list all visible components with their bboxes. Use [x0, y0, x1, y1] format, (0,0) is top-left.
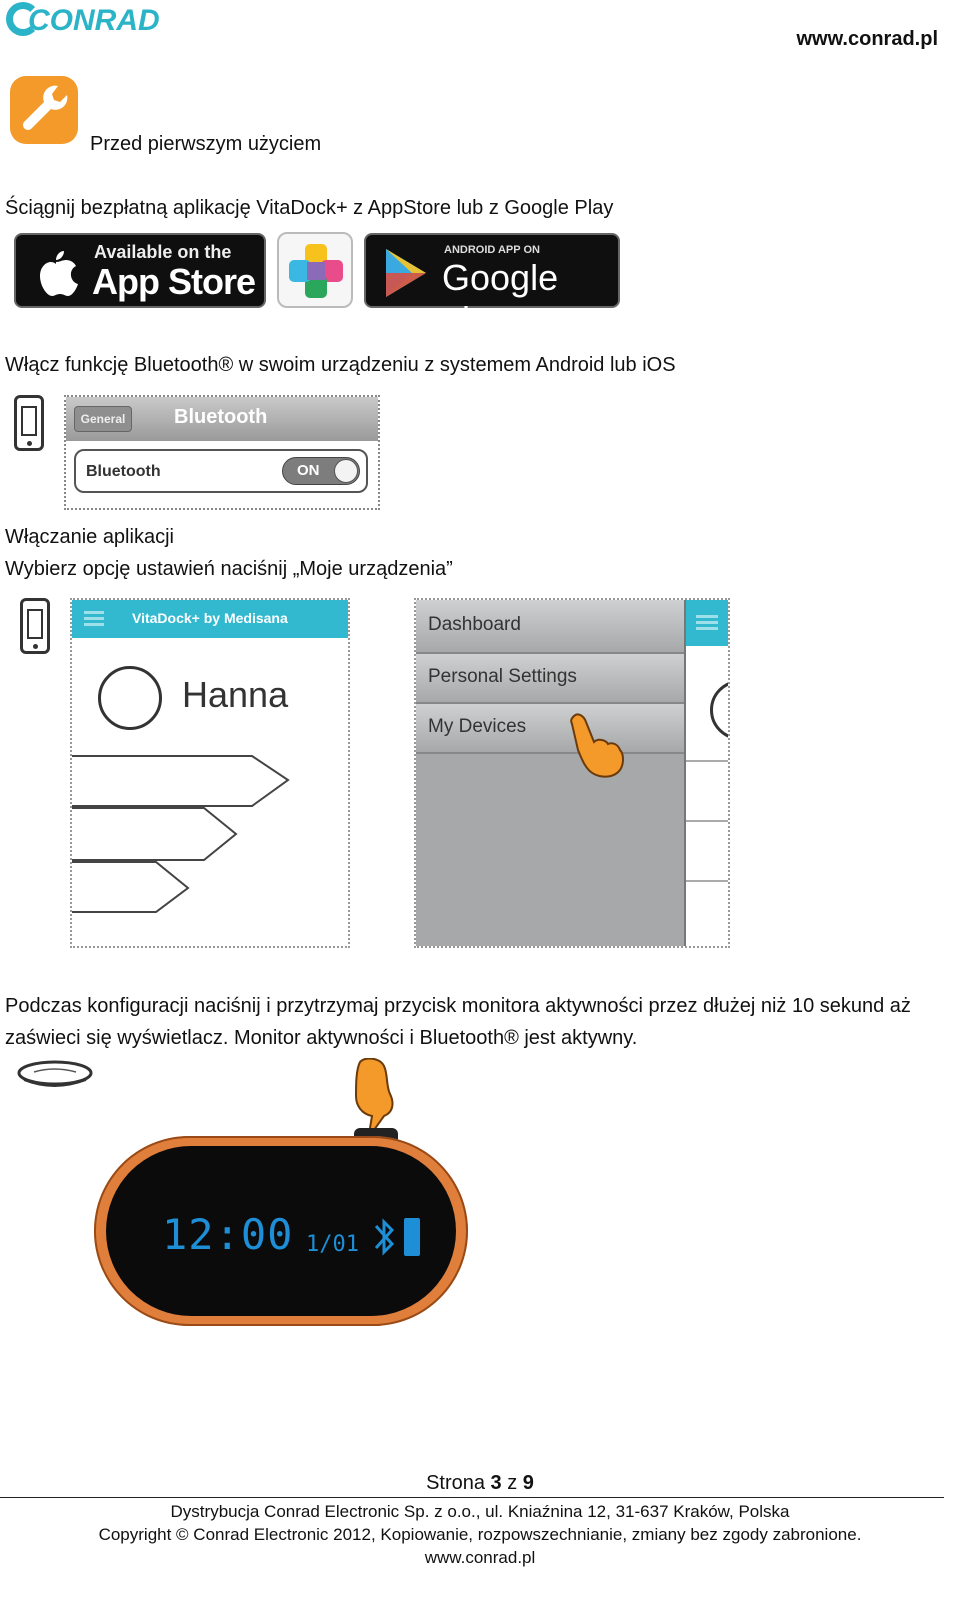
menu-item-my-devices[interactable]	[416, 704, 684, 754]
finger-press-icon	[346, 1058, 400, 1132]
divider-3	[684, 880, 730, 882]
appstore-badge[interactable]	[14, 233, 266, 308]
ios-bluetooth-screen	[64, 395, 380, 510]
menu-item-my-devices-label: My Devices	[428, 716, 527, 737]
battery-icon	[404, 1218, 420, 1256]
wrench-icon	[8, 74, 80, 146]
monitor-display	[106, 1146, 456, 1316]
ios-navbar	[66, 397, 378, 441]
bluetooth-toggle[interactable]	[282, 457, 360, 485]
menu-item-dashboard[interactable]	[416, 600, 684, 654]
googleplay-line1: ANDROID APP ON	[444, 244, 540, 256]
menu-item-personal-settings-label: Personal Settings	[428, 666, 577, 687]
step1-text: Ściągnij bezpłatną aplikację VitaDock+ z AppStore lub z Google Play	[5, 197, 614, 219]
activity-monitor-icon	[16, 1058, 94, 1092]
logo-text: CONRAD	[28, 4, 160, 37]
step3-line1: Włączanie aplikacji	[5, 526, 174, 548]
bluetooth-icon	[372, 1216, 398, 1258]
page-mid: z	[501, 1472, 523, 1494]
vitadock-cross-icon	[285, 240, 347, 302]
bluetooth-screen-title: Bluetooth	[174, 406, 268, 428]
section-title: Przed pierwszym użyciem	[90, 133, 322, 155]
user-name: Hanna	[182, 674, 289, 715]
footer-line1: Dystrybucja Conrad Electronic Sp. z o.o., ul. Kniaźnina 12, 31-637 Kraków, Polska	[170, 1502, 790, 1521]
avatar-partial	[710, 680, 730, 740]
page-prefix: Strona	[426, 1472, 491, 1494]
conrad-logo	[6, 0, 166, 46]
app-header-bar-2	[684, 600, 730, 646]
display-time: 12:00	[162, 1210, 294, 1259]
footer-divider	[0, 1497, 944, 1498]
app-header-bar	[72, 600, 348, 638]
step3-line2: Wybierz opcję ustawień naciśnij „Moje urządzenia”	[5, 558, 453, 580]
phone-icon	[14, 395, 44, 451]
bluetooth-row-label: Bluetooth	[86, 463, 161, 480]
googleplay-line2: Google play	[442, 257, 559, 340]
play-triangle-icon	[382, 247, 430, 299]
apple-icon	[34, 247, 78, 299]
menu-item-personal-settings[interactable]	[416, 654, 684, 704]
vitadock-app-icon[interactable]	[277, 232, 353, 308]
appstore-line2: App Store	[92, 261, 256, 302]
phone-icon-2	[20, 598, 50, 654]
hamburger-icon[interactable]	[84, 611, 104, 614]
general-back-button[interactable]: General	[74, 406, 132, 432]
display-date: 1/01	[306, 1232, 359, 1257]
page-number	[0, 1472, 960, 1495]
app-header-title: VitaDock+ by Medisana	[132, 610, 288, 626]
app-home-screen	[70, 598, 350, 948]
hamburger-icon-2[interactable]	[696, 615, 718, 618]
toggle-knob	[334, 459, 358, 483]
footer-url[interactable]: www.conrad.pl	[424, 1548, 536, 1567]
menu-arrows	[72, 750, 348, 948]
side-menu	[416, 600, 686, 948]
appstore-line1: Available on the	[94, 242, 232, 262]
hand-pointer-icon	[566, 710, 626, 778]
step4-line2: zaświeci się wyświetlacz. Monitor aktywności i Bluetooth® jest aktywny.	[5, 1027, 638, 1049]
menu-item-dashboard-label: Dashboard	[428, 614, 521, 635]
bluetooth-row	[74, 449, 368, 493]
step4-line1: Podczas konfiguracji naciśnij i przytrzymaj przycisk monitora aktywności przez dłużej niż 10 sekund aż	[5, 995, 911, 1017]
step2-text: Włącz funkcję Bluetooth® w swoim urządzeniu z systemem Android lub iOS	[5, 354, 676, 376]
app-menu-screen	[414, 598, 730, 948]
activity-monitor-device	[94, 1136, 468, 1326]
page-total: 9	[522, 1472, 534, 1494]
toggle-label: ON	[297, 462, 320, 479]
avatar	[98, 666, 162, 730]
divider-1	[684, 760, 730, 762]
page-num: 3	[490, 1472, 502, 1494]
divider-2	[684, 820, 730, 822]
footer-line2: Copyright © Conrad Electronic 2012, Kopiowanie, rozpowszechnianie, zmiany bez zgody zabronione.	[98, 1525, 862, 1544]
googleplay-badge[interactable]	[364, 233, 620, 340]
header-url: www.conrad.pl	[796, 28, 938, 50]
